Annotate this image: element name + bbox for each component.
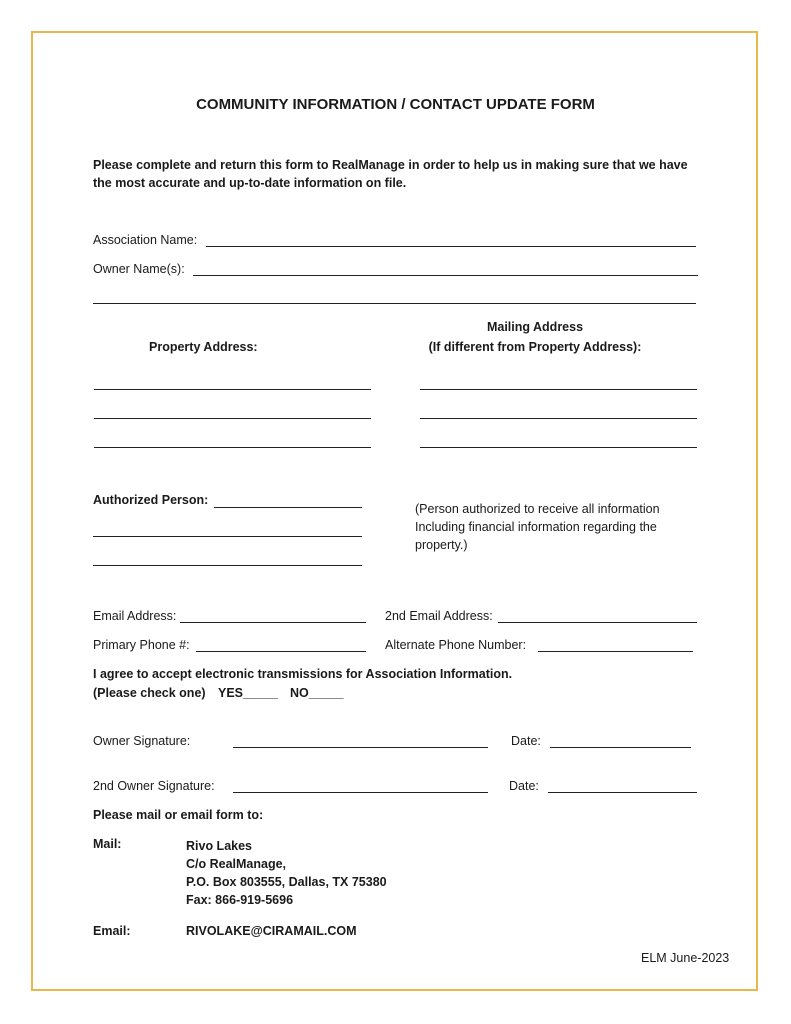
- mailing-address-line-1[interactable]: [420, 389, 697, 390]
- second-owner-signature-field[interactable]: [233, 792, 488, 793]
- primary-phone-field[interactable]: [196, 651, 366, 652]
- form-title: COMMUNITY INFORMATION / CONTACT UPDATE FORM: [196, 96, 595, 113]
- email-contact-label: Email:: [93, 924, 131, 938]
- alternate-phone-field[interactable]: [538, 651, 693, 652]
- agree-text: I agree to accept electronic transmissions for Association Information.: [93, 667, 513, 681]
- authorized-person-label: Authorized Person:: [93, 493, 209, 507]
- check-one-text: (Please check one): [93, 686, 206, 700]
- alternate-phone-label: Alternate Phone Number:: [385, 638, 527, 652]
- mailing-address-line-2[interactable]: [420, 418, 697, 419]
- mail-line: C/o RealManage,: [186, 857, 287, 871]
- owner-name-field[interactable]: [193, 275, 698, 276]
- owner-name-field-2[interactable]: [93, 303, 696, 304]
- footer-version: ELM June-2023: [641, 951, 730, 965]
- owner-date-label: Date:: [511, 734, 541, 748]
- property-address-line-2[interactable]: [94, 418, 371, 419]
- intro-text: Please complete and return this form to RealManage in order to help us in making sure that we have the most accurate and up-to-date information on file.: [93, 158, 688, 190]
- mailing-address-line-3[interactable]: [420, 447, 697, 448]
- owner-signature-field[interactable]: [233, 747, 488, 748]
- mail-label: Mail:: [93, 837, 122, 851]
- association-name-field[interactable]: [206, 246, 696, 247]
- property-address-line-1[interactable]: [94, 389, 371, 390]
- mail-address-block: [186, 837, 387, 909]
- authorized-person-line-2[interactable]: [93, 536, 362, 537]
- authorized-person-field[interactable]: [214, 507, 362, 508]
- email-address-field[interactable]: [180, 622, 366, 623]
- owner-name-label: Owner Name(s):: [93, 262, 185, 276]
- second-email-field[interactable]: [498, 622, 697, 623]
- mail-to-heading: Please mail or email form to:: [93, 808, 264, 822]
- owner-signature-label: Owner Signature:: [93, 734, 191, 748]
- owner-date-field[interactable]: [550, 747, 691, 748]
- mailing-address-sub: (If different from Property Address):: [428, 340, 642, 354]
- primary-phone-label: Primary Phone #:: [93, 638, 190, 652]
- second-email-label: 2nd Email Address:: [385, 609, 493, 623]
- association-name-label: Association Name:: [93, 233, 198, 247]
- mail-line: Rivo Lakes: [186, 839, 253, 853]
- authorized-person-note: (Person authorized to receive all information Including financial information regarding the property.): [415, 502, 660, 552]
- authorized-person-line-3[interactable]: [93, 565, 362, 566]
- mail-line: P.O. Box 803555, Dallas, TX 75380: [186, 875, 387, 889]
- property-address-line-3[interactable]: [94, 447, 371, 448]
- mail-line: Fax: 866-919-5696: [186, 893, 294, 907]
- mailing-address-label: Mailing Address: [486, 320, 584, 334]
- email-contact-value[interactable]: RIVOLAKE@CIRAMAIL.COM: [186, 924, 357, 938]
- email-address-label: Email Address:: [93, 609, 177, 623]
- yes-checkbox[interactable]: YES_____: [218, 686, 278, 700]
- second-owner-date-field[interactable]: [548, 792, 697, 793]
- second-owner-signature-label: 2nd Owner Signature:: [93, 779, 215, 793]
- second-owner-date-label: Date:: [509, 779, 539, 793]
- no-checkbox[interactable]: NO_____: [290, 686, 344, 700]
- property-address-label: Property Address:: [149, 340, 258, 354]
